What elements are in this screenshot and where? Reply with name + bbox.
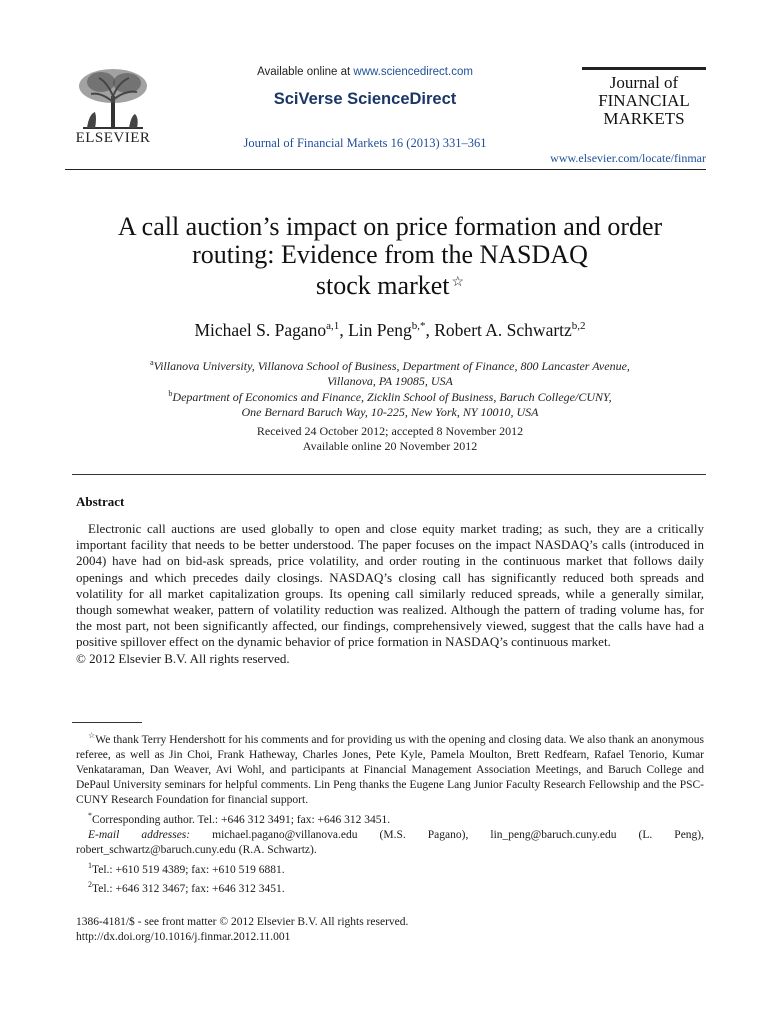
journal-citation[interactable]: Journal of Financial Markets 16 (2013) 331–361 bbox=[243, 136, 487, 150]
affiliation-line: Department of Economics and Finance, Zicklin School of Business, Baruch College/CUNY, bbox=[172, 390, 612, 404]
footnotes bbox=[76, 728, 704, 897]
title-line-2: routing: Evidence from the NASDAQ bbox=[192, 240, 588, 269]
affiliation-mark: b bbox=[168, 389, 173, 398]
journal-title-line-1: Journal of bbox=[609, 73, 679, 92]
abstract-divider bbox=[72, 474, 706, 475]
author-affiliation-mark[interactable]: a,1 bbox=[326, 320, 340, 333]
corresponding-mark: * bbox=[88, 810, 92, 820]
sciencedirect-link[interactable]: www.sciencedirect.com bbox=[353, 66, 473, 78]
affiliation-b bbox=[60, 386, 720, 420]
received-date: Received 24 October 2012; accepted 8 November 2012 bbox=[256, 424, 524, 438]
elsevier-tree-icon bbox=[73, 66, 153, 132]
title-footnote-star-icon[interactable]: ☆ bbox=[451, 275, 465, 290]
footnote-1: Tel.: +610 519 4389; fax: +610 519 6881. bbox=[92, 863, 285, 876]
abstract-heading: Abstract bbox=[76, 494, 125, 509]
affiliation-a bbox=[60, 355, 720, 389]
title-line-1: A call auction’s impact on price formation and order bbox=[117, 212, 663, 241]
footnote-2: Tel.: +646 312 3467; fax: +646 312 3451. bbox=[92, 883, 285, 896]
footnote-mark-2: 2 bbox=[88, 880, 92, 890]
doi-link[interactable]: http://dx.doi.org/10.1016/j.finmar.2012.11.001 bbox=[76, 931, 291, 943]
author-affiliation-mark[interactable]: b,* bbox=[411, 320, 426, 333]
journal-title-line-3: MARKETS bbox=[603, 109, 685, 128]
issn-line: 1386-4181/$ - see front matter © 2012 Elsevier B.V. All rights reserved. bbox=[76, 916, 409, 928]
journal-title-line-2: FINANCIAL bbox=[598, 91, 690, 110]
article-dates bbox=[60, 424, 720, 454]
available-online-line bbox=[240, 66, 490, 78]
author-name: Robert A. Schwartz bbox=[434, 320, 572, 340]
corresponding-author-footnote: Corresponding author. Tel.: +646 312 3491; fax: +646 312 3451. bbox=[92, 813, 391, 826]
abstract-text: Electronic call auctions are used globally to open and close equity market trading; as such, they are a critically important facility that needs to be better understood. The paper focuses on the impact NASDAQ’s calls (introduced in 2004) have had on bid-ask spreads, price volatility, and order routing in the continuous market that follows daily openings and which precedes daily closings. NASDAQ’s closing call has significantly reduced both spreads and volatility for all market capitalization groups. Its opening call similarly reduced spreads, while a generally similar, though somewhat weaker, pattern of volatility reduction was realized. Although the pattern of trading volume has, for the most part, not been significantly affected, our findings, comprehensively viewed, suggest that the calls have had a positive spillover effect on the dynamic behavior of price formation in NASDAQ’s continuous market. bbox=[76, 521, 704, 650]
platform-logo: SciVerse ScienceDirect bbox=[273, 90, 457, 108]
footnote-divider bbox=[72, 722, 142, 723]
author-name: Michael S. Pagano bbox=[194, 320, 327, 340]
author-separator: , bbox=[339, 320, 349, 340]
affiliation-mark: a bbox=[150, 358, 154, 367]
publisher-name: ELSEVIER bbox=[75, 130, 151, 146]
header-divider bbox=[65, 169, 706, 170]
affiliation-line: Villanova University, Villanova School of Business, Department of Finance, 800 Lancaster Avenue, bbox=[153, 359, 630, 373]
available-prefix: Available online at bbox=[257, 66, 354, 78]
front-matter-info bbox=[76, 915, 576, 945]
abstract-body bbox=[76, 521, 704, 667]
footnote-star-icon: ☆ bbox=[88, 731, 96, 740]
affiliation-line: One Bernard Baruch Way, 10-225, New York, NY 10010, USA bbox=[241, 405, 539, 419]
journal-title-block bbox=[582, 67, 706, 128]
author-affiliation-mark[interactable]: b,2 bbox=[571, 320, 586, 333]
elsevier-logo bbox=[70, 66, 156, 147]
journal-homepage-link[interactable]: www.elsevier.com/locate/finmar bbox=[550, 151, 706, 165]
author-separator: , bbox=[425, 320, 435, 340]
email-addresses[interactable]: michael.pagano@villanova.edu (M.S. Pagano), lin_peng@baruch.cuny.edu (L. Peng), robert_schwartz@baruch.cuny.edu (R.A. Schwartz). bbox=[76, 828, 705, 856]
article-title bbox=[60, 213, 720, 300]
abstract-copyright: © 2012 Elsevier B.V. All rights reserved. bbox=[76, 650, 290, 666]
online-date: Available online 20 November 2012 bbox=[302, 439, 478, 453]
author-name: Lin Peng bbox=[348, 320, 412, 340]
affiliation-line: Villanova, PA 19085, USA bbox=[327, 374, 453, 388]
acknowledgement-footnote: We thank Terry Hendershott for his comments and for providing us with the opening and closing data. We also thank an anonymous referee, as well as Jin Choi, Frank Hatheway, Charles Jones, Pete Kyle, Pamela Moulton, Brett Redfearn, Rafael Tenorio, Kumar Venkataraman, Dan Weaver, Avi Wohl, and participants at Financial Management Association Meetings, and Baruch College and DePaul University seminars for helpful comments. Lin Peng thanks the Eugene Lang Junior Faculty Research Fellowship and the PSC-CUNY Research Foundation for financial support. bbox=[76, 733, 705, 806]
email-label: E-mail addresses: bbox=[88, 828, 191, 841]
footnote-mark-1: 1 bbox=[88, 860, 92, 870]
author-list bbox=[60, 320, 720, 341]
title-line-3: stock market bbox=[315, 271, 450, 300]
